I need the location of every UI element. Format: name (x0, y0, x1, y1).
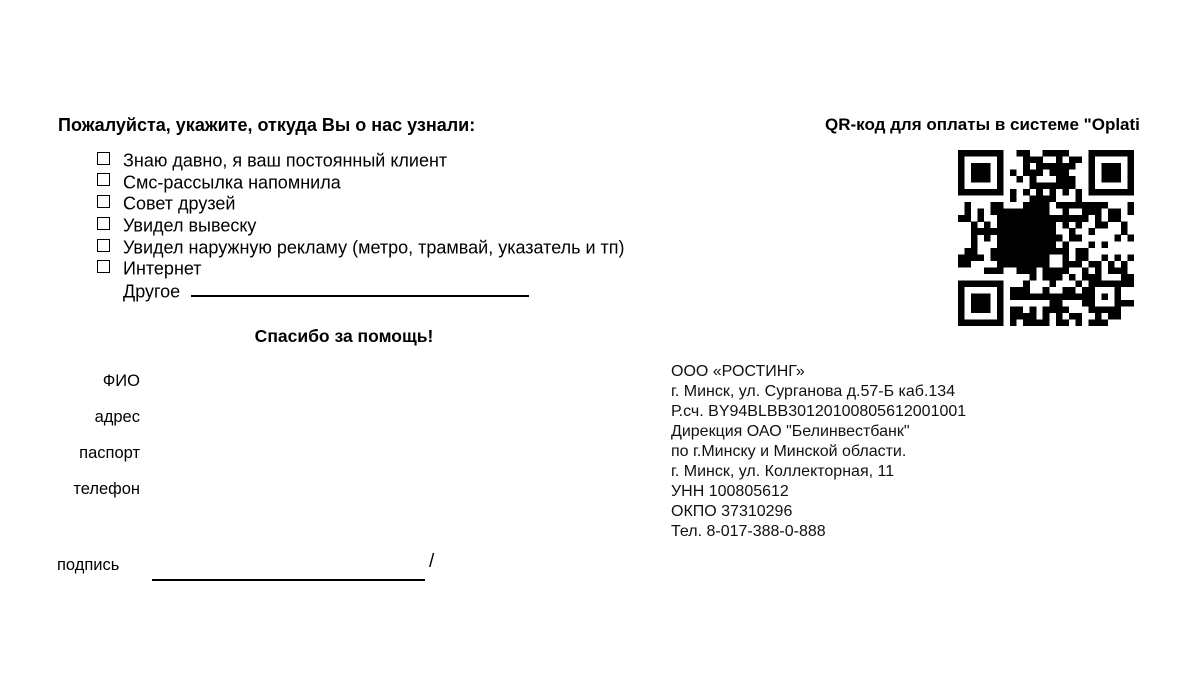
option-checkbox[interactable] (97, 195, 110, 208)
option-label: Знаю давно, я ваш постоянный клиент (123, 150, 448, 171)
option-label: Смс-рассылка напомнила (123, 172, 341, 193)
survey-heading: Пожалуйста, укажите, откуда Вы о нас узнали: (58, 115, 476, 135)
company-info-line: ОКПО 37310296 (671, 503, 793, 520)
company-info (671, 362, 966, 542)
option-label: Увидел наружную рекламу (метро, трамвай, указатель и тп) (123, 237, 625, 258)
option-checkbox[interactable] (97, 217, 110, 230)
field-label: паспорт (79, 444, 140, 462)
survey-option-row (97, 258, 625, 280)
company-info-line: ООО «РОСТИНГ» (671, 363, 805, 380)
option-label: Интернет (123, 258, 202, 279)
qr-caption: QR-код для оплаты в системе "Oplati (825, 115, 1140, 134)
option-label: Увидел вывеску (123, 215, 257, 236)
field-label: адрес (94, 408, 140, 426)
signature-line (152, 579, 425, 581)
qr-code (958, 150, 1134, 326)
company-info-line: по г.Минску и Минской области. (671, 443, 907, 460)
other-blank-line[interactable] (191, 280, 529, 297)
company-info-line: УНН 100805612 (671, 483, 789, 500)
survey-option-row (97, 172, 625, 194)
company-info-line: Р.сч. BY94BLBB30120100805612001001 (671, 403, 967, 420)
option-checkbox[interactable] (97, 239, 110, 252)
company-info-line: Дирекция ОАО "Белинвестбанк" (671, 423, 910, 440)
thanks-note: Спасибо за помощь! (254, 326, 434, 346)
survey-option-row (97, 237, 625, 259)
company-info-line: г. Минск, ул. Коллекторная, 11 (671, 463, 895, 480)
survey-option-row (97, 280, 625, 302)
survey-option-row (97, 215, 625, 237)
field-label: телефон (73, 480, 140, 498)
signature-label: подпись (57, 556, 120, 574)
company-info-line: г. Минск, ул. Сурганова д.57-Б каб.134 (671, 383, 956, 400)
option-checkbox[interactable] (97, 260, 110, 273)
options-list (97, 150, 625, 302)
option-checkbox[interactable] (97, 173, 110, 186)
survey-option-row (97, 193, 625, 215)
option-label: Совет друзей (123, 193, 236, 214)
option-label: Другое (123, 281, 181, 302)
survey-option-row (97, 150, 625, 172)
option-checkbox[interactable] (97, 152, 110, 165)
company-info-line: Тел. 8-017-388-0-888 (671, 523, 826, 540)
signature-slash: / (429, 551, 435, 572)
field-label: ФИО (102, 372, 140, 390)
